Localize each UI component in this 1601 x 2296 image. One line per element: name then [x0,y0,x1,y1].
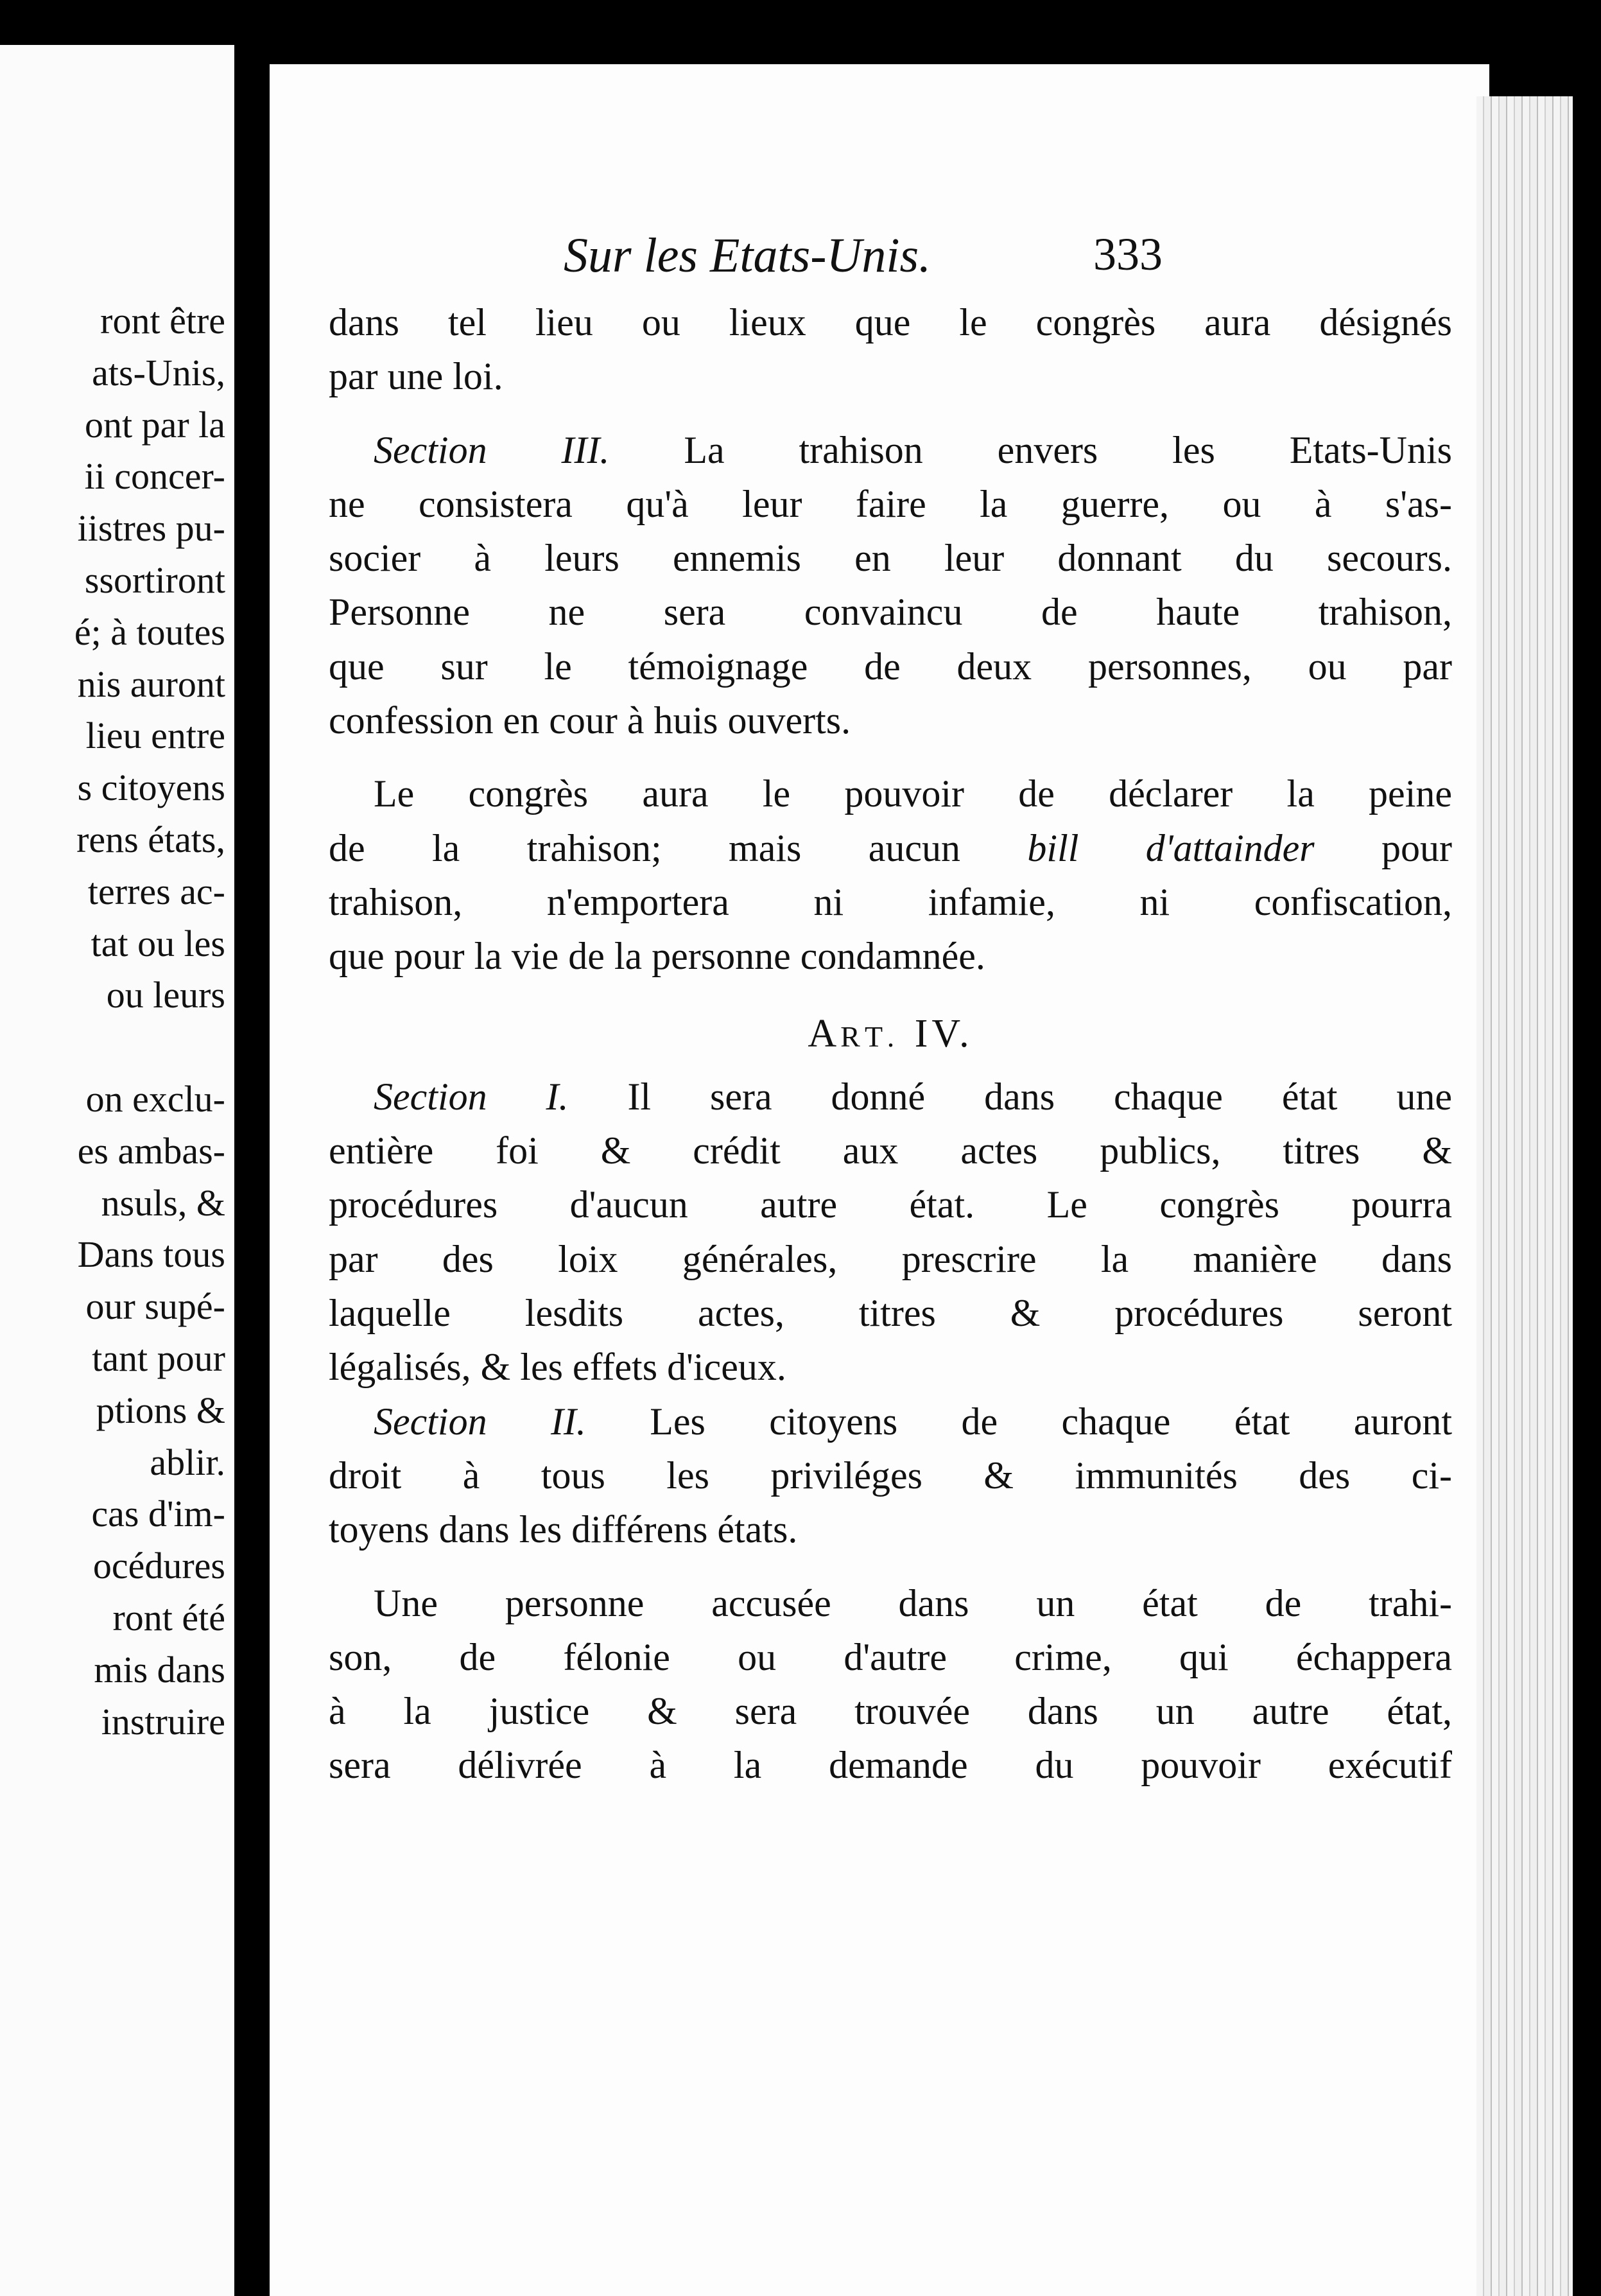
left-page-text [74,295,225,1748]
left-line: nsuls, & [101,1181,225,1224]
text-line: légalisés, & les effets d'iceux. [329,1346,786,1389]
text-line: confession en cour à huis ouverts. [329,699,851,742]
text-line: sera délivrée à la demande du pouvoir exécutif [329,1744,1452,1787]
text-line: laquelle lesdits actes, titres & procédures seront [329,1292,1452,1335]
text-line: de la trahison; mais aucun bill d'attainder pour [329,826,1452,869]
left-line: ssortiront [84,559,225,601]
body-text [329,295,1452,1793]
left-line: terres ac- [87,870,225,912]
left-line: ou leurs [106,974,225,1016]
text-line: procédures d'aucun autre état. Le congrès pourra [329,1183,1452,1226]
book-gutter [234,0,270,2296]
text-line: toyens dans les différens états. [329,1508,798,1551]
left-line: tat ou les [91,922,225,964]
left-line: tant pour [92,1337,225,1379]
left-line: instruire [101,1700,225,1743]
text-line: Section I. Il sera donné dans chaque état une [374,1075,1452,1118]
left-line: mis dans [94,1648,225,1691]
left-line: océdures [92,1545,225,1587]
left-line: ii concer- [84,455,225,498]
page-edge-stack [1476,96,1573,2296]
left-line: s citoyens [77,767,225,809]
text-line: que pour la vie de la personne condamnée. [329,935,985,978]
text-line: Section III. La trahison envers les Etats-Unis [374,428,1453,471]
left-line: our supé- [85,1285,225,1328]
article-heading: ART. IV. [808,1011,973,1056]
left-line [74,1022,225,1074]
section-label: Section I. [374,1075,569,1118]
text-line: Une personne accusée dans un état de trahi- [374,1581,1452,1624]
left-page-fragment [0,45,234,2296]
left-line: é; à toutes [74,611,225,653]
left-line: ats-Unis, [92,351,225,394]
left-line: Dans tous [77,1233,225,1276]
left-line: rens états, [76,818,225,860]
text-line: Section II. Les citoyens de chaque état auront [374,1400,1452,1443]
left-line: cas d'im- [91,1493,225,1535]
text-line: par des loix générales, prescrire la manière dans [329,1237,1452,1280]
left-line: lieu entre [85,715,225,757]
left-line: ptions & [96,1389,225,1431]
text-line: à la justice & sera trouvée dans un autre état, [329,1690,1452,1733]
running-title: Sur les Etats-Unis. [564,229,931,283]
left-line: ront être [100,300,225,342]
right-page [270,64,1489,2296]
page-header [270,228,1451,299]
text-line: ne consistera qu'à leur faire la guerre, ou à s'as- [329,482,1452,525]
left-line: nis auront [77,663,225,705]
text-line: son, de félonie ou d'autre crime, qui échappera [329,1635,1452,1678]
text-line: que sur le témoignage de deux personnes, ou par [329,645,1452,688]
italic-term: bill d'attainder [1027,826,1315,869]
text-line: par une loi. [329,355,503,398]
section-label: Section II. [374,1400,586,1443]
left-line: es ambas- [77,1129,225,1172]
left-line: ablir. [150,1441,225,1483]
left-line: ront été [112,1596,225,1639]
text-line: Le congrès aura le pouvoir de déclarer la peine [374,772,1452,815]
text-line: socier à leurs ennemis en leur donnant du secours. [329,537,1452,580]
left-line: iistres pu- [77,507,225,550]
text-line: droit à tous les priviléges & immunités des ci- [329,1454,1452,1497]
left-line: on exclu- [85,1077,225,1120]
page-number: 333 [1093,229,1163,280]
text-line: trahison, n'emportera ni infamie, ni confiscation, [329,880,1452,923]
section-label: Section III. [374,428,610,471]
left-line: ont par la [84,403,225,446]
text-line: entière foi & crédit aux actes publics, titres & [329,1129,1452,1172]
text-line: dans tel lieu ou lieux que le congrès aura désignés [329,301,1452,344]
text-line: Personne ne sera convaincu de haute trahison, [329,591,1452,634]
scan-border [1573,0,1601,2296]
